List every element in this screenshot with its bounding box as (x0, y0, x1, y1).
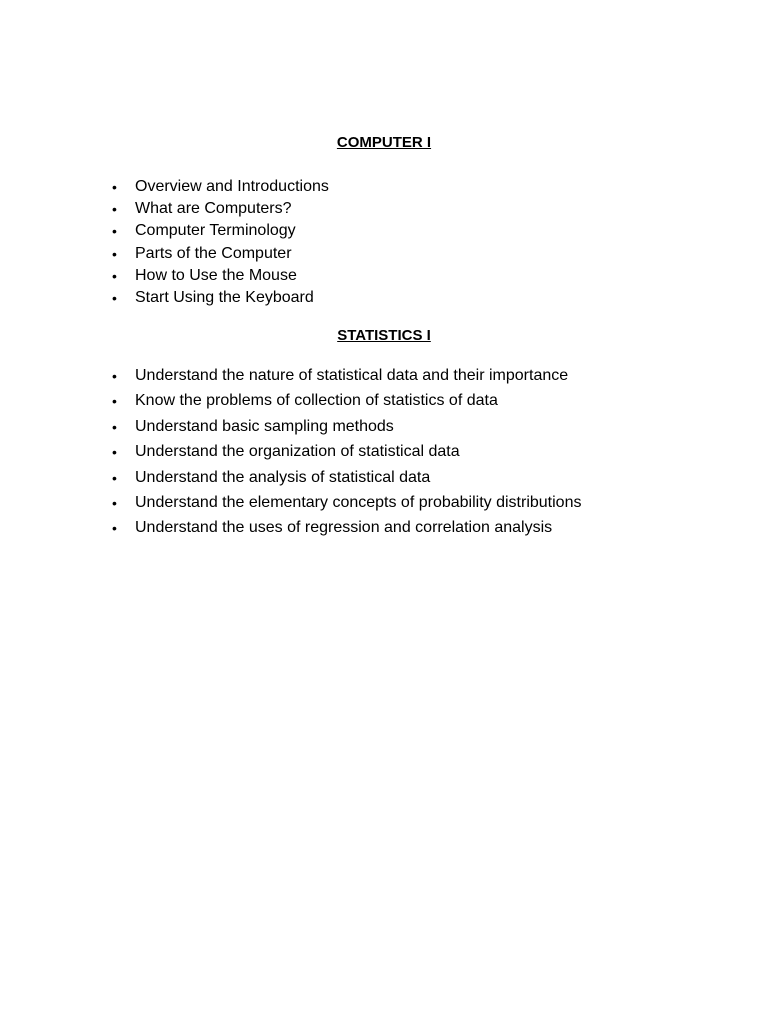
list-item-text: Understand the analysis of statistical data (135, 468, 431, 486)
list-item-text: Understand the uses of regression and correlation analysis (135, 519, 553, 537)
list-item (108, 416, 581, 441)
bullet-icon: • (112, 368, 117, 384)
bullet-icon: • (112, 289, 117, 306)
list-item (108, 287, 329, 309)
bullet-icon: • (112, 201, 117, 218)
list-item (108, 176, 329, 198)
bullet-icon: • (112, 267, 117, 284)
list-item-text: Understand the nature of statistical data and their importance (135, 367, 569, 384)
list-item-text: Understand the elementary concepts of probability distributions (135, 493, 582, 511)
list-item-text: Computer Terminology (135, 222, 296, 240)
bullet-icon: • (112, 469, 117, 486)
list-item (108, 365, 581, 390)
list-item (108, 265, 329, 287)
bullet-icon: • (112, 223, 117, 240)
list-item-text: Know the problems of collection of statistics of data (135, 392, 498, 410)
bullet-icon: • (112, 444, 117, 461)
bullet-icon: • (112, 245, 117, 262)
section-heading-computer: COMPUTER I (336, 134, 432, 151)
list-item-text: How to Use the Mouse (135, 266, 297, 284)
list-item (108, 517, 581, 542)
list-item-text: Understand the organization of statistical data (135, 443, 460, 461)
list-item-text: Parts of the Computer (135, 244, 292, 262)
section-heading-statistics: STATISTICS I (337, 327, 431, 344)
list-item (108, 198, 329, 220)
list-item (108, 492, 581, 517)
list-item-text: Start Using the Keyboard (135, 288, 314, 306)
list-item (108, 390, 581, 415)
bullet-icon: • (112, 520, 117, 537)
list-item-text: Understand basic sampling methods (135, 417, 394, 435)
bullet-icon: • (112, 179, 117, 195)
bullet-icon: • (112, 418, 117, 435)
bullet-icon: • (112, 494, 117, 511)
bullet-icon: • (112, 393, 117, 410)
list-item-text: What are Computers? (135, 200, 292, 218)
list-item (108, 243, 329, 265)
statistics-topic-list (108, 365, 581, 543)
computer-topic-list (108, 176, 329, 309)
list-item-text: Overview and Introductions (135, 178, 329, 195)
list-item (108, 441, 581, 466)
list-item (108, 467, 581, 492)
list-item (108, 220, 329, 242)
